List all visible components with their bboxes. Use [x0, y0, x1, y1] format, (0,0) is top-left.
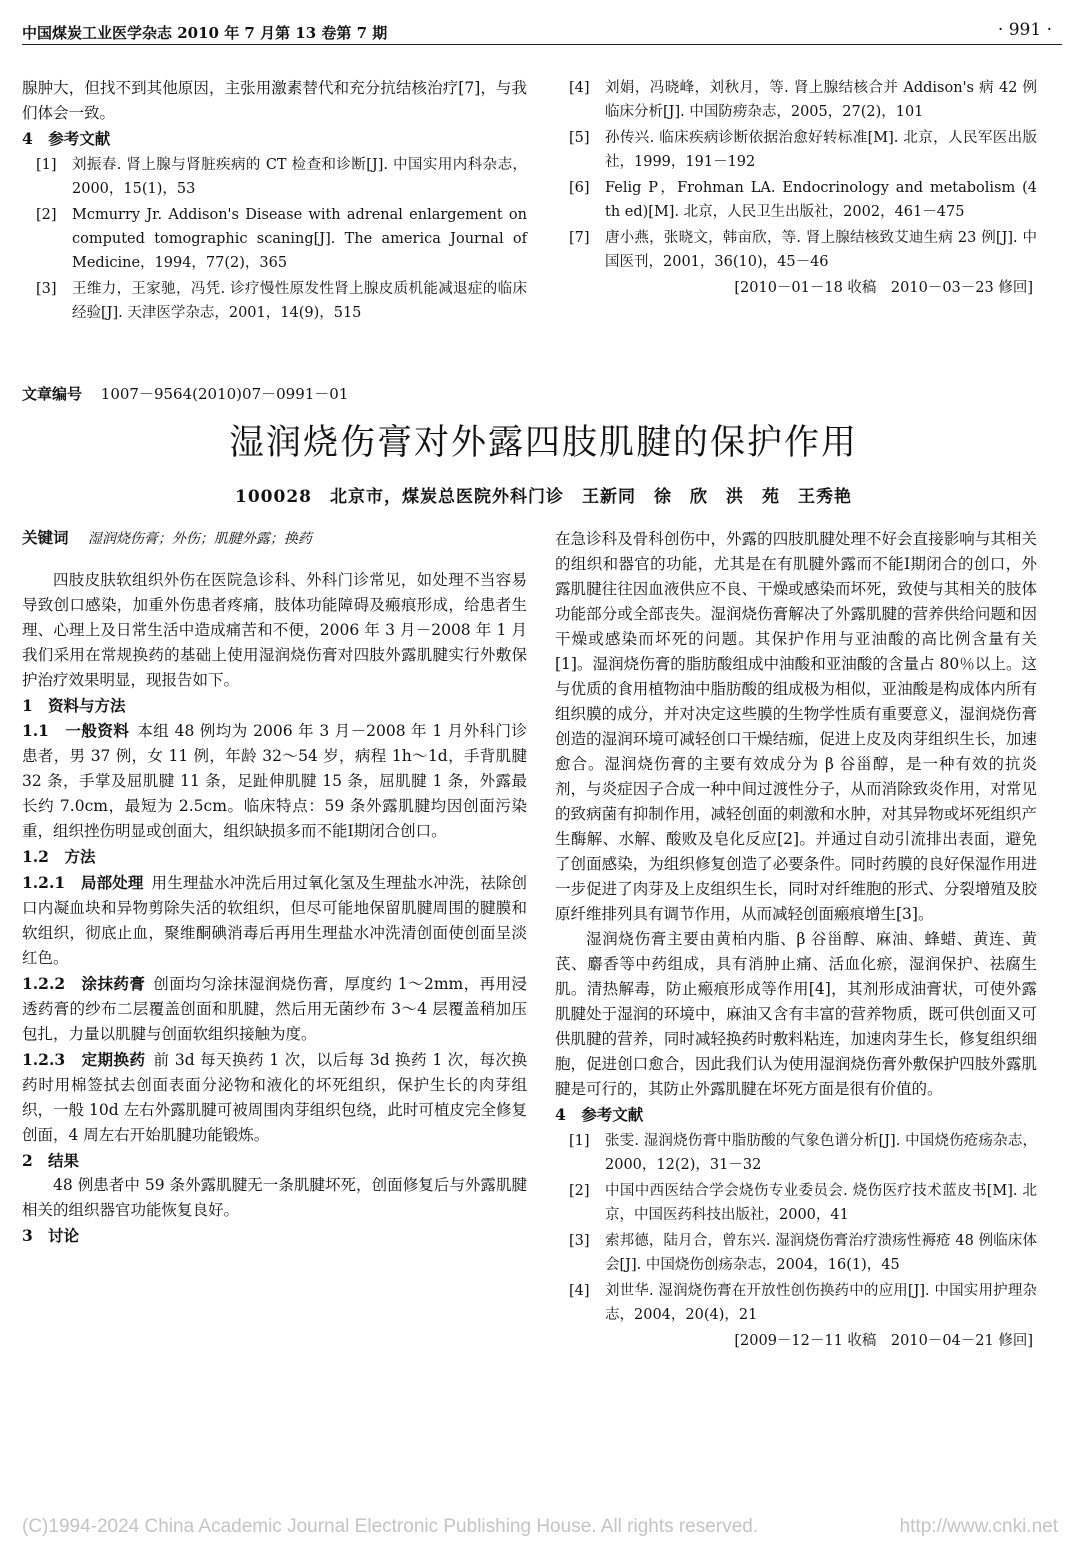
reference-item [555, 1229, 1037, 1277]
article-right-column [555, 527, 1037, 1353]
reference-text: 中国中西医结合学会烧伤专业委员会. 烧伤医疗技术蓝皮书[M]. 北京，中国医药科技出版社，2000，41 [605, 1183, 1037, 1223]
section-1-1 [22, 718, 527, 844]
reference-text: 索邦德，陆月合，曾东兴. 湿润烧伤膏治疗溃疡性褥疮 48 例临床体会[J]. 中国烧伤创疡杂志，2004，16(1)，45 [605, 1233, 1037, 1273]
reference-text: 唐小燕，张晓文，韩亩欣，等. 肾上腺结核致艾迪生病 23 例[J]. 中国医刊，2001，36(10)，45－46 [605, 230, 1037, 270]
section-1-2-2 [22, 971, 527, 1047]
article-dates: [2009－12－11 收稿 2010－04－21 修回] [734, 1333, 1033, 1349]
section-3-heading [22, 1223, 527, 1248]
reference-item [555, 176, 1037, 224]
reference-text: 刘振春. 肾上腺与肾脏疾病的 CT 检查和诊断[J]. 中国实用内科杂志，2000，15(1)，53 [72, 157, 527, 197]
reference-text: Felig P，Frohman LA. Endocrinology and metabolism (4 th ed)[M]. 北京，人民卫生出版社，2002，461－475 [605, 180, 1037, 220]
prev-article-right-column [555, 74, 1037, 300]
reference-text: 王维力，王家驰，冯凭. 诊疗慢性原发性肾上腺皮质机能减退症的临床经验[J]. 天津医学杂志，2001，14(9)，515 [72, 281, 527, 321]
reference-number: [7] [569, 230, 590, 246]
section-title: 结果 [48, 1151, 80, 1170]
results-paragraph: 48 例患者中 59 条外露肌腱无一条肌腱坏死，创面修复后与外露肌腱相关的组织器官功能恢复良好。 [22, 1176, 527, 1219]
discussion-paragraph-2: 湿润烧伤膏主要由黄柏内脂、β 谷甾醇、麻油、蜂蜡、黄连、黄芪、麝香等中药组成，具有消肿止痛、活血化瘀，湿润保护、祛腐生肌。清热解毒，防止瘢痕形成等作用[4]，其剂形成油膏状，可使外露肌腱处于湿润的环境中，麻油又含有丰富的营养物质，既可供创面又可供肌腱的营养，同时减轻换药时敷料粘连，加速肉芽生长，修复组织细胞，促进创口愈合，因此我们认为使用湿润烧伤膏外敷保护四肢外露肌腱是可行的，其防止外露肌腱在坏死方面是很有价值的。 [555, 930, 1037, 1098]
reference-number: [4] [569, 1283, 590, 1299]
reference-number: [6] [569, 180, 590, 196]
subsection-text: 前 3d 每天换药 1 次，以后每 3d 换药 1 次，每次换药时用棉签拭去创面表面分泌物和液化的坏死组织，保护生长的肉芽组织，一般 10d 左右外露肌腱可被周围肉芽组织包绕，此时可植皮完全修复创面，4 周左右开始肌腱功能锻炼。 [22, 1051, 527, 1144]
reference-item [555, 126, 1037, 174]
article-refs-heading: 4 参考文献 [555, 1105, 644, 1124]
reference-text: 刘世华. 湿润烧伤膏在开放性创伤换药中的应用[J]. 中国实用护理杂志，2004，20(4)，21 [605, 1283, 1037, 1323]
subsection-heading: 1.1 一般资料 [22, 721, 130, 740]
article-authors: 100028 北京市，煤炭总医院外科门诊 王新同 徐 欣 洪 苑 王秀艳 [235, 487, 852, 507]
section-1-2 [22, 844, 527, 870]
article-title: 湿润烧伤膏对外露四肢肌腱的保护作用 [228, 423, 858, 463]
keywords-terms: 湿润烧伤膏；外伤；肌腱外露；换药 [87, 531, 312, 547]
reference-text: Mcmurry Jr. Addison's Disease with adrenal enlargement on computed tomographic scaning[J]. The america Journal of Medicine，1994，77(2)，365 [72, 207, 527, 271]
article-id [22, 383, 348, 404]
reference-text: 张雯. 湿润烧伤膏中脂肪酸的气象色谱分析[J]. 中国烧伤疮疡杂志，2000，12(2)，31－32 [605, 1133, 1037, 1173]
subsection-heading: 1.2.2 涂抹药膏 [22, 974, 146, 993]
reference-number: [4] [569, 80, 590, 96]
section-number: 1 [22, 696, 33, 715]
journal-name: 中国煤炭工业医学杂志 2010 年 7 月第 13 卷第 7 期 [22, 24, 388, 42]
keywords-label: 关键词 [22, 528, 69, 547]
reference-text: 孙传兴. 临床疾病诊断依据治愈好转标准[M]. 北京，人民军医出版社，1999，191－192 [605, 130, 1037, 170]
reference-item [555, 1179, 1037, 1227]
subsection-text: 用生理盐水冲洗后用过氧化氢及生理盐水冲洗，祛除创口内凝血块和异物剪除失活的软组织，但尽可能地保留肌腱周围的腱膜和软组织，彻底止血，聚维酮碘消毒后再用生理盐水冲洗清创面使创面呈淡红色。 [22, 874, 527, 967]
section-1-2-3 [22, 1047, 527, 1148]
running-header [22, 20, 1062, 45]
discussion-paragraph-1: 在急诊科及骨科创伤中，外露的四肢肌腱处理不好会直接影响与其相关的组织和器官的功能，尤其是在有肌腱外露而不能Ⅰ期闭合的创口，外露肌腱往往因血液供应不良、干燥或感染而坏死，致使与其相关的肢体功能部分或全部丧失。湿润烧伤膏解决了外露肌腱的营养供给问题和因干燥或感染而坏死的问题。其保护作用与亚油酸的高比例含量有关[1]。湿润烧伤膏的脂肪酸组成中油酸和亚油酸的含量占 80％以上。这与优质的食用植物油中脂肪酸的组成极为相似，亚油酸是构成体内所有组织膜的成分，并对决定这些膜的生物学性质有重要意义，湿润烧伤膏创造的湿润环境可减轻创口干燥结痂，促进上皮及肉芽组织生长，加速愈合。湿润烧伤膏的主要有效成分为 β 谷甾醇，是一种有效的抗炎剂，与炎症因子合成一种中间过渡性分子，从而消除致炎作用，对常见的致病菌有抑制作用，减轻创面的刺激和水肿，对其异物或坏死组织产生酶解、水解、酸败及皂化反应[2]。并通过自动引流排出表面，避免了创面感染，为组织修复创造了必要条件。同时药膜的良好保湿作用进一步促进了肉芽及上皮组织生长，同时对纤维胞的形式、分裂增殖及胶原纤维排列具有调节作用，从而减轻创面瘢痕增生[3]。 [555, 530, 1037, 923]
reference-number: [2] [36, 207, 57, 223]
intro-paragraph: 四肢皮肤软组织外伤在医院急诊科、外科门诊常见，如处理不当容易导致创口感染，加重外伤患者疼痛，肢体功能障碍及瘢痕形成，给患者生理、心理上及日常生活中造成痛苦和不便，2006 年 3 月－2008 年 1 月我们采用在常规换药的基础上使用湿润烧伤膏对四肢外露肌腱实行外敷保护治疗效果明显，现报告如下。 [22, 571, 527, 689]
reference-item [22, 277, 527, 325]
reference-number: [5] [569, 130, 590, 146]
prev-refs-heading: 4 参考文献 [22, 129, 111, 148]
article-id-value: 1007－9564(2010)07－0991－01 [100, 385, 349, 403]
reference-text: 刘娟，冯晓峰，刘秋月，等. 肾上腺结核合并 Addison's 病 42 例临床分析[J]. 中国防痨杂志，2005，27(2)，101 [605, 80, 1037, 120]
section-title: 讨论 [48, 1226, 80, 1245]
reference-item [555, 226, 1037, 274]
section-number: 3 [22, 1226, 33, 1245]
reference-item [555, 1129, 1037, 1177]
subsection-text: 本组 48 例均为 2006 年 3 月－2008 年 1 月外科门诊患者，男 37 例，女 11 例，年龄 32～54 岁，病程 1h～1d，手背肌腱 32 条，手掌及屈肌腱 11 条，足趾伸肌腱 15 条，屈肌腱 1 条，外露最长约 7.0cm，最短为 2.5cm。临床特点：59 条外露肌腱均因创面污染重，组织挫伤明显或创面大，组织缺损多而不能Ⅰ期闭合创口。 [22, 722, 528, 840]
section-number: 2 [22, 1151, 33, 1170]
subsection-heading: 1.2 方法 [22, 847, 96, 866]
reference-item [555, 76, 1037, 124]
subsection-text: 创面均匀涂抹湿润烧伤膏，厚度约 1～2mm，再用浸透药膏的纱布二层覆盖创面和肌腱，然后用无菌纱布 3～4 层覆盖稍加压包扎，力量以肌腱与创面软组织接触为度。 [22, 975, 527, 1043]
prev-article-left-column [22, 76, 527, 327]
reference-item [555, 1279, 1037, 1327]
reference-number: [1] [569, 1133, 590, 1149]
reference-number: [3] [36, 281, 57, 297]
subsection-heading: 1.2.3 定期换药 [22, 1050, 146, 1069]
copyright-text: (C)1994-2024 China Academic Journal Electronic Publishing House. All rights reserved. [22, 1516, 759, 1537]
reference-number: [1] [36, 157, 57, 173]
article-id-label: 文章编号 [22, 385, 83, 403]
article-left-column [22, 525, 527, 1248]
reference-item [22, 153, 527, 201]
reference-number: [3] [569, 1233, 590, 1249]
reference-item [22, 203, 527, 275]
section-1-heading [22, 693, 527, 718]
section-2-heading [22, 1148, 527, 1173]
prev-article-tail: 腺肿大，但找不到其他原因，主张用激素替代和充分抗结核治疗[7]，与我们体会一致。 [22, 79, 527, 122]
footer-url[interactable]: http://www.cnki.net [899, 1516, 1058, 1537]
page-number: · 991 · [997, 20, 1052, 40]
section-title: 资料与方法 [48, 696, 126, 715]
prev-article-dates: [2010－01－18 收稿 2010－03－23 修回] [734, 280, 1033, 296]
keywords [22, 525, 527, 552]
reference-number: [2] [569, 1183, 590, 1199]
subsection-heading: 1.2.1 局部处理 [22, 873, 144, 892]
section-1-2-1 [22, 870, 527, 971]
